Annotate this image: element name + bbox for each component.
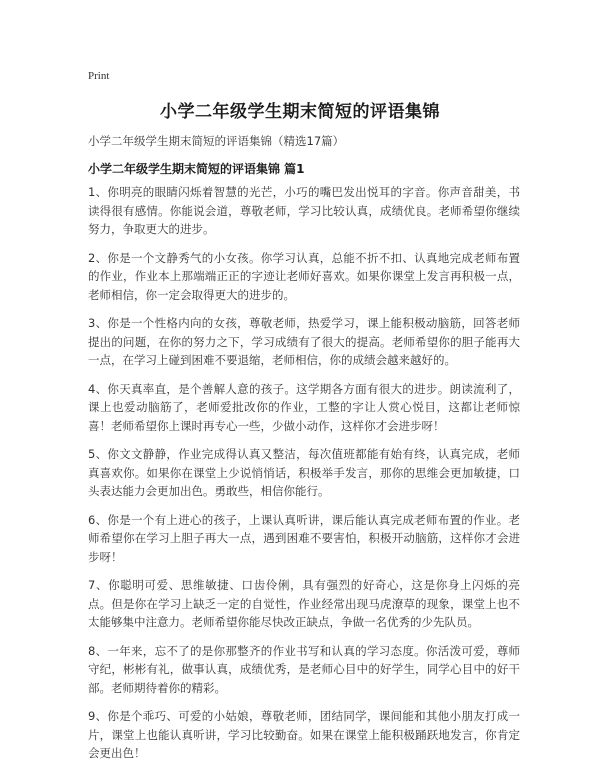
paragraph: 9、你是个乖巧、可爱的小姑娘，尊敬老师，团结同学，课间能和其他小朋友打成一片，课堂上也能认真听讲，学习比较勤奋。如果在课堂上能积极踊跃地发言，你肯定会更出色！ [88,709,520,760]
paragraph: 8、一年来，忘不了的是你那整齐的作业书写和认真的学习态度。你活泼可爱，尊师守纪，彬彬有礼，做事认真，成绩优秀，是老师心目中的好学生，同学心目中的好干部。老师期待着你的精彩。 [88,643,520,695]
paragraph: 3、你是一个性格内向的女孩，尊敬老师，热爱学习，课上能积极动脑筋，回答老师提出的问题，在你的努力之下，学习成绩有了很大的提高。老师希望你的胆子能再大一点，在学习上碰到困难不要退缩，老师相信，你的成绩会越来越好的。 [88,316,520,367]
print-link[interactable]: Print [88,70,110,82]
paragraph: 5、你文文静静，作业完成得认真又整洁，每次值班都能有始有终，认真完成，老师真喜欢你。如果你在课堂上少说悄悄话，积极举手发言，那你的思维会更加敏捷，口头表达能力会更加出色。勇敢些，相信你能行。 [88,447,520,498]
paragraph: 1、你明亮的眼睛闪烁着智慧的光芒，小巧的嘴巴发出悦耳的字音。你声音甜美，书读得很有感情。你能说会道，尊敬老师，学习比较认真，成绩优良。老师希望你继续努力，争取更大的进步。 [88,185,520,236]
paragraph: 2、你是一个文静秀气的小女孩。你学习认真，总能不折不扣、认真地完成老师布置的作业，作业本上那端端正正的字迹让老师好喜欢。如果你课堂上发言再积极一点，老师相信，你一定会取得更大的进步的。 [88,250,520,302]
paragraph: 4、你天真率直，是个善解人意的孩子。这学期各方面有很大的进步。朗读流利了，课上也爱动脑筋了，老师爱批改你的作业，工整的字让人赏心悦目，这都让老师惊喜！老师希望你上课时再专心一些，少做小动作，这样你才会进步呀！ [88,381,520,433]
document-subtitle: 小学二年级学生期末简短的评语集锦（精选17篇） [88,134,345,148]
paragraph-list [88,183,520,773]
paragraph: 7、你聪明可爱、思维敏捷、口齿伶俐，具有强烈的好奇心，这是你身上闪烁的亮点。但是你在学习上缺乏一定的自觉性，作业经常出现马虎潦草的现象，课堂上也不太能够集中注意力。老师希望你能尽快改正缺点，争做一名优秀的少先队员。 [88,578,520,629]
paragraph: 6、你是一个有上进心的孩子，上课认真听讲，课后能认真完成老师布置的作业。老师希望你在学习上胆子再大一点，遇到困难不要害怕，积极开动脑筋，这样你才会进步呀！ [88,512,520,564]
section-heading: 小学二年级学生期末简短的评语集锦 篇1 [88,162,305,176]
document-title: 小学二年级学生期末简短的评语集锦 [160,102,440,122]
